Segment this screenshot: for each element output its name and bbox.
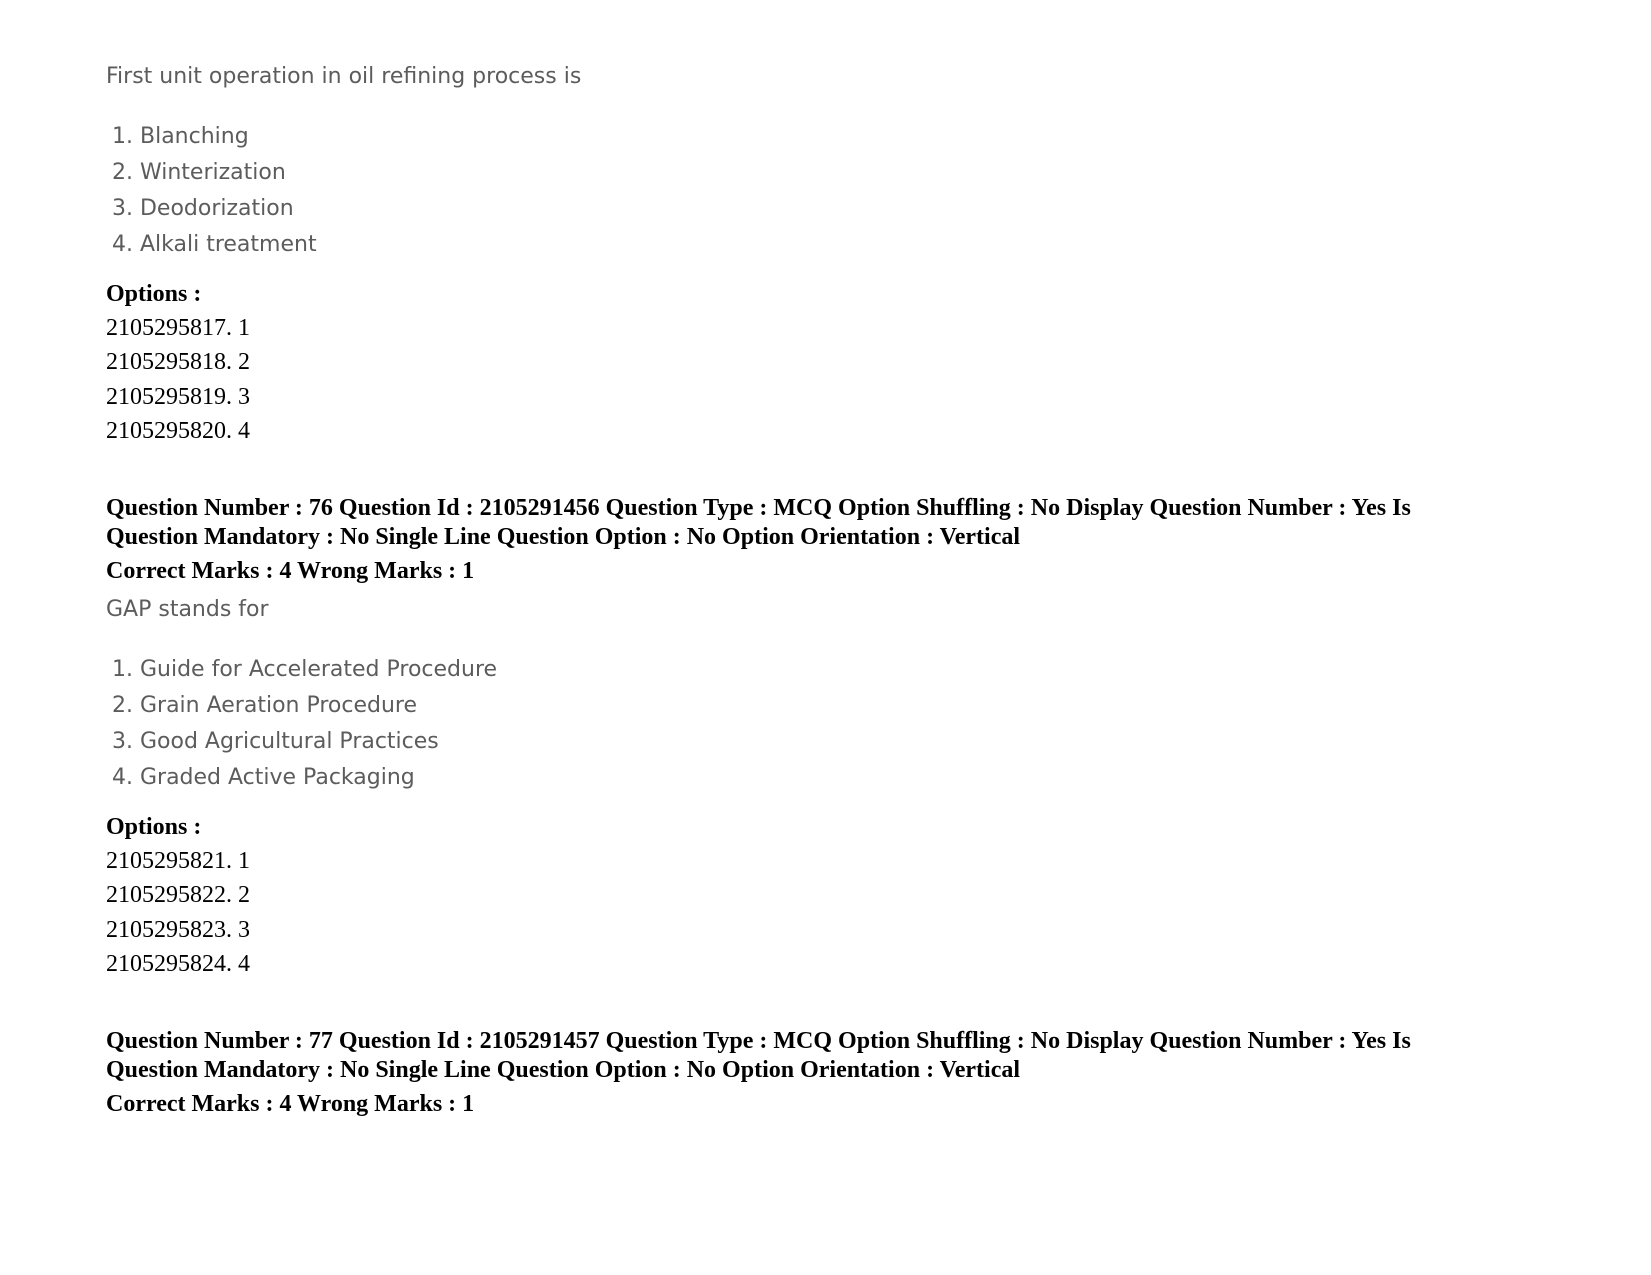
answer-choice: 3. Good Agricultural Practices (112, 729, 439, 754)
answer-choice: 4. Alkali treatment (112, 232, 317, 257)
answer-choice: 3. Deodorization (112, 196, 294, 221)
question-meta-line: Question Mandatory : No Single Line Question Option : No Option Orientation : Vertical (106, 1057, 1021, 1083)
option-id: 2105295822. 2 (106, 882, 250, 908)
question-meta (106, 1027, 1506, 1085)
option-id: 2105295824. 4 (106, 951, 250, 977)
options-label: Options : (106, 814, 202, 840)
option-id: 2105295823. 3 (106, 917, 250, 943)
answer-choice: 2. Grain Aeration Procedure (112, 693, 418, 718)
option-id: 2105295820. 4 (106, 418, 250, 444)
question-meta-line: Question Number : 76 Question Id : 2105291456 Question Type : MCQ Option Shuffling : No Display Question Number : Yes Is (106, 495, 1411, 521)
question-text: GAP stands for (106, 597, 269, 622)
marks-line: Correct Marks : 4 Wrong Marks : 1 (106, 558, 475, 584)
question-meta-line: Question Number : 77 Question Id : 2105291457 Question Type : MCQ Option Shuffling : No Display Question Number : Yes Is (106, 1028, 1411, 1054)
option-id: 2105295818. 2 (106, 349, 250, 375)
option-id: 2105295819. 3 (106, 384, 250, 410)
question-text: First unit operation in oil refining process is (106, 64, 582, 89)
marks-line: Correct Marks : 4 Wrong Marks : 1 (106, 1091, 475, 1117)
answer-choice: 2. Winterization (112, 160, 286, 185)
question-meta (106, 494, 1506, 552)
option-id: 2105295821. 1 (106, 848, 250, 874)
options-label: Options : (106, 281, 202, 307)
answer-choice: 1. Guide for Accelerated Procedure (112, 657, 498, 682)
answer-choice: 4. Graded Active Packaging (112, 765, 415, 790)
answer-choice: 1. Blanching (112, 124, 249, 149)
option-id: 2105295817. 1 (106, 315, 250, 341)
question-meta-line: Question Mandatory : No Single Line Question Option : No Option Orientation : Vertical (106, 524, 1021, 550)
